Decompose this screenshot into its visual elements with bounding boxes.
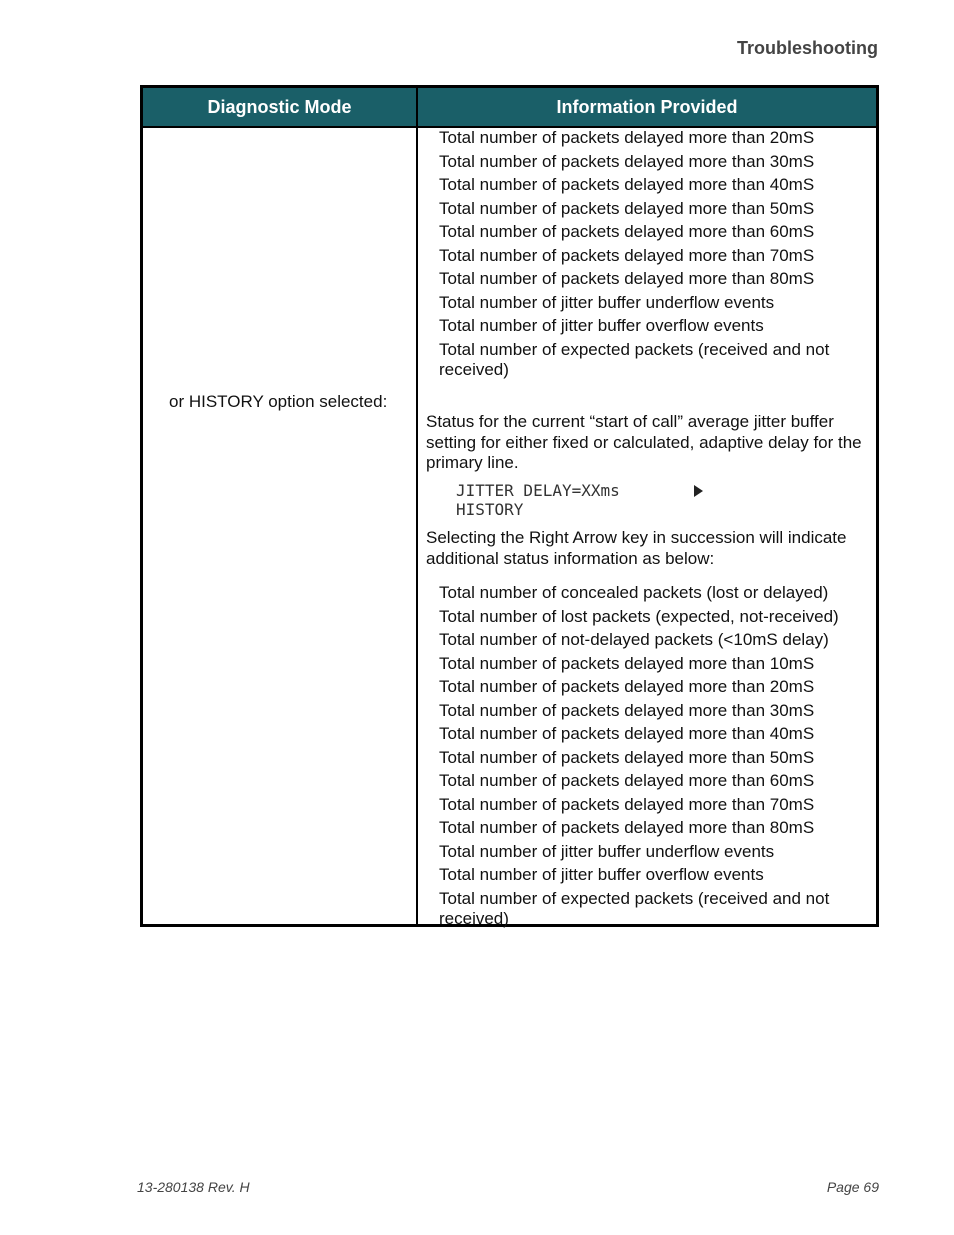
list-item: Total number of jitter buffer underflow events — [439, 841, 775, 861]
list-item: Total number of packets delayed more than 40mS — [439, 175, 815, 194]
packet-stats-list-a — [418, 128, 870, 384]
list-item: Total number of packets delayed more than 40mS — [439, 724, 815, 743]
selection-description: Selecting the Right Arrow key in succession will indicate additional status information as below: — [426, 528, 847, 568]
list-item: Total number of packets delayed more than 80mS — [439, 818, 815, 837]
list-item: Total number of expected packets (received and not received) — [439, 888, 830, 928]
info-cell — [418, 128, 876, 928]
list-item: Total number of packets delayed more than 20mS — [439, 677, 815, 696]
doc-number: 13-280138 Rev. H — [137, 1179, 250, 1195]
list-item: Total number of packets delayed more than 60mS — [439, 771, 815, 790]
list-item: Total number of packets delayed more than 30mS — [439, 151, 815, 171]
list-item: Total number of packets delayed more than 50mS — [439, 198, 815, 218]
diagnostic-table — [140, 85, 879, 927]
list-item: Total number of packets delayed more than 60mS — [439, 222, 815, 241]
list-item: Total number of lost packets (expected, not-received) — [439, 606, 839, 626]
list-item: Total number of packets delayed more than 70mS — [439, 245, 815, 265]
list-item: Total number of packets delayed more than 30mS — [439, 700, 815, 720]
lcd-line-1: JITTER DELAY=XXms — [456, 481, 620, 500]
list-item: Total number of jitter buffer overflow events — [439, 865, 764, 884]
list-item: Total number of packets delayed more than 80mS — [439, 269, 815, 288]
header-information-provided: Information Provided — [556, 97, 738, 117]
section-title: Troubleshooting — [737, 38, 878, 58]
list-item: Total number of packets delayed more than 50mS — [439, 747, 815, 767]
status-description: Status for the current “start of call” average jitter buffer setting for either fixed or calculated, adaptive delay for the primary line. — [426, 412, 862, 472]
lcd-display — [456, 481, 716, 519]
list-item: Total number of packets delayed more than 70mS — [439, 794, 815, 814]
list-item: Total number of not-delayed packets (<10mS delay) — [439, 630, 829, 649]
right-arrow-icon — [694, 485, 703, 497]
list-item: Total number of expected packets (received and not received) — [439, 339, 830, 379]
header-diagnostic-mode: Diagnostic Mode — [207, 97, 352, 117]
list-item: Total number of concealed packets (lost or delayed) — [439, 583, 829, 602]
list-item: Total number of jitter buffer underflow events — [439, 292, 775, 312]
table-header-row — [143, 88, 876, 128]
page-number: Page 69 — [826, 1179, 879, 1195]
list-item: Total number of jitter buffer overflow events — [439, 316, 764, 335]
mode-description: or HISTORY option selected: — [169, 392, 388, 411]
packet-stats-list-b — [418, 583, 870, 933]
lcd-line-2: HISTORY — [456, 500, 524, 519]
mode-cell — [143, 128, 416, 924]
list-item: Total number of packets delayed more than 10mS — [439, 653, 815, 673]
list-item: Total number of packets delayed more than 20mS — [439, 128, 815, 147]
